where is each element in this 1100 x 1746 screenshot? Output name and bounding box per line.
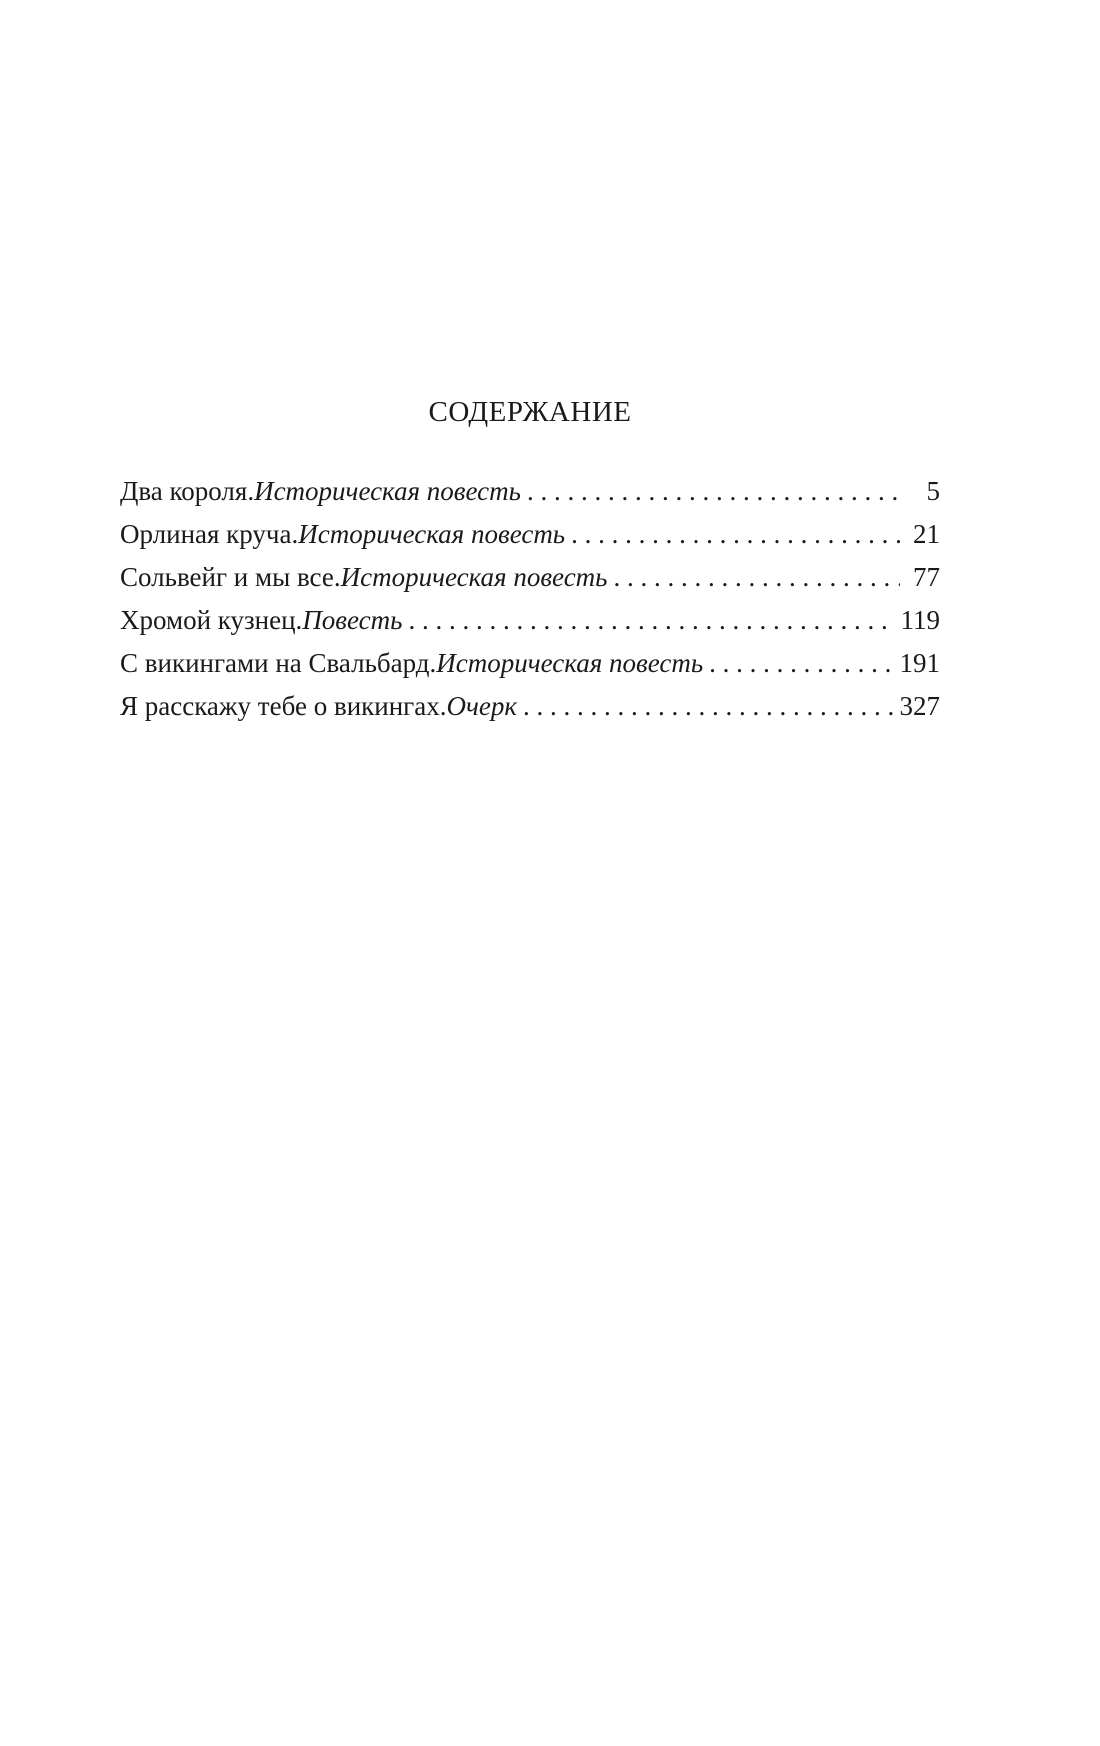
dot-leader <box>709 650 893 677</box>
toc-entry-title: Два короля. <box>120 476 255 506</box>
toc-entry[interactable] <box>120 607 940 650</box>
toc-page-number: 191 <box>899 648 940 678</box>
toc-entry[interactable] <box>120 478 940 521</box>
toc-entry-title: Я расскажу тебе о викингах. <box>120 691 447 721</box>
toc-title: СОДЕРЖАНИЕ <box>428 396 632 428</box>
toc-entry[interactable] <box>120 521 940 564</box>
dot-leader <box>571 521 900 548</box>
toc-entry[interactable] <box>120 650 940 693</box>
toc-entry[interactable] <box>120 693 940 736</box>
toc-entry-title: Орлиная круча. <box>120 519 299 549</box>
toc-entry-title: Хромой кузнец. <box>120 605 303 635</box>
toc-entry-genre: Историческая повесть <box>436 648 704 678</box>
dot-leader <box>408 607 894 634</box>
toc-entry-genre: Повесть <box>302 605 403 635</box>
dot-leader <box>527 478 900 505</box>
toc-page-number: 5 <box>926 476 940 506</box>
toc-entry-title: С викингами на Свальбард. <box>120 648 437 678</box>
dot-leader <box>613 564 900 591</box>
toc-page-number: 77 <box>913 562 940 592</box>
table-of-contents <box>120 478 940 736</box>
toc-entry-genre: Историческая повесть <box>254 476 521 506</box>
toc-page-number: 119 <box>900 605 940 635</box>
toc-entry-genre: Историческая повесть <box>298 519 566 549</box>
toc-page-number: 327 <box>899 691 940 721</box>
toc-entry-genre: Очерк <box>446 691 517 721</box>
toc-entry-genre: Историческая повесть <box>340 562 608 592</box>
dot-leader <box>523 693 894 720</box>
toc-entry[interactable] <box>120 564 940 607</box>
toc-entry-title: Сольвейг и мы все. <box>120 562 341 592</box>
toc-page-number: 21 <box>913 519 940 549</box>
